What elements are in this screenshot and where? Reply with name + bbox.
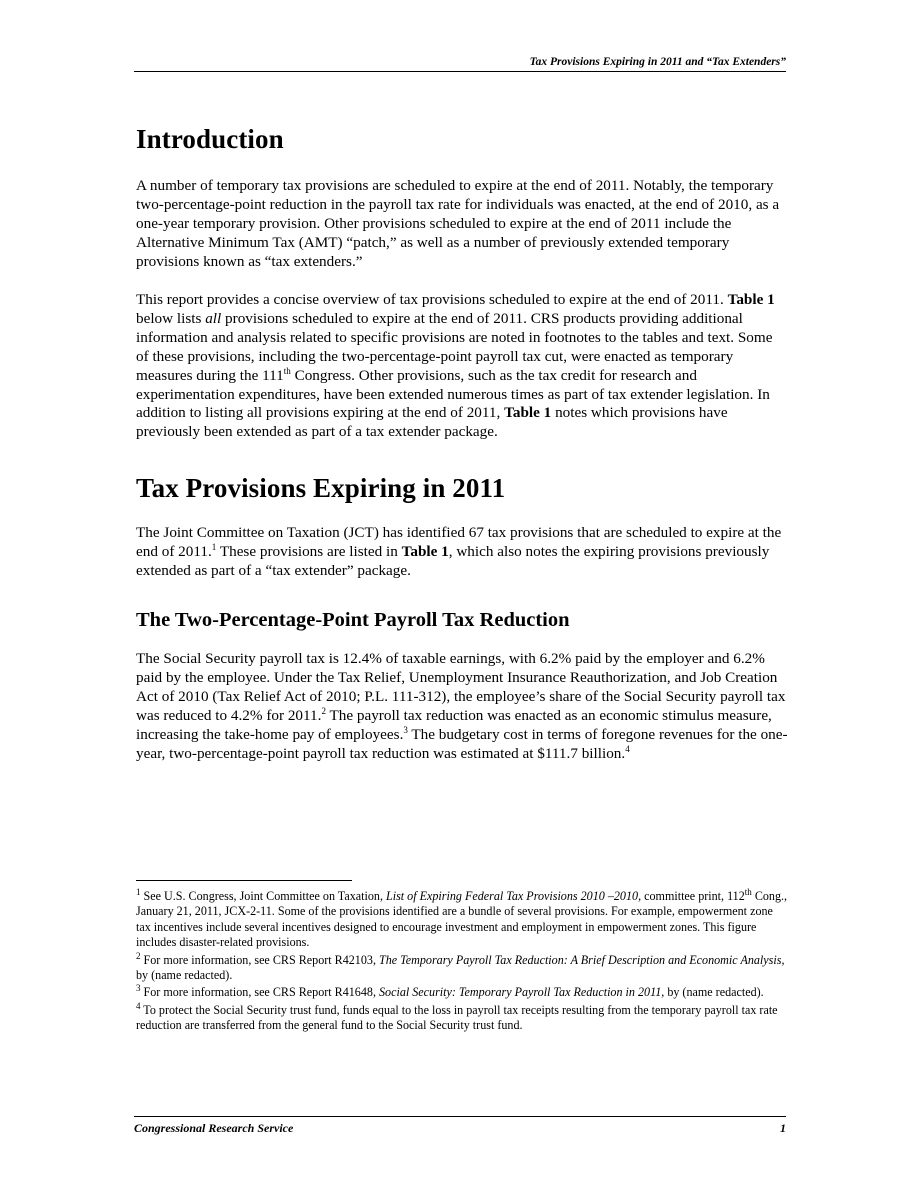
table-1-reference: Table 1 xyxy=(727,291,775,308)
section2-paragraph-1: The Joint Committee on Taxation (JCT) has identified 67 tax provisions that are scheduled to expire at the end of 2011.$^1$ These provisions are listed in Table 1, which also notes the expiring provisions previously extended as part of a “tax extender” package. xyxy=(136,524,782,579)
heading-payroll-tax-reduction: The Two-Percentage-Point Payroll Tax Reduction xyxy=(136,609,570,631)
heading-introduction: Introduction xyxy=(136,124,284,154)
intro-paragraph-2: This report provides a concise overview of tax provisions scheduled to expire at the end of 2011. Table 1 below lists all provisions scheduled to expire at the end of 2011. CRS products providing additional information and analysis related to specific provisions are noted in footnotes to the tables and text. Some of these provisions, including the two-percentage-point payroll tax cut, were enacted as temporary measures during the 111th Congress. Other provisions, such as the tax credit for research and experimentation expenditures, have been extended numerous times as part of tax extender legislation. In addition to listing all provisions expiring at the end of 2011, Table 1 notes which provisions have previously been extended as part of a tax extender package. xyxy=(136,291,775,441)
footnote-divider xyxy=(136,880,352,881)
intro-paragraph-1: A number of temporary tax provisions are scheduled to expire at the end of 2011. Notably, the temporary two-percentage-point reduction in the payroll tax rate for individuals was enacted, at the end of 2010, as a one-year temporary provision. Other provisions scheduled to expire at the end of 2011 include the Alternative Minimum Tax (AMT) “patch,” as well as a number of previously extended temporary provisions known as “tax extenders.” xyxy=(136,177,780,270)
table-1-reference: Table 1 xyxy=(401,542,449,560)
running-header: Tax Provisions Expiring in 2011 and “Tax Extenders” xyxy=(134,56,786,72)
footnotes xyxy=(136,886,788,1036)
running-footer xyxy=(134,1116,786,1136)
page-number: 1 xyxy=(780,1121,786,1135)
footnote-1: $^1$ See U.S. Congress, Joint Committee on Taxation, List of Expiring Federal Tax Provisions 2010 –2010, committee print, 112th Cong., January 21, 2011, JCX-2-11. Some of the provisions identified are a bundle of several provisions. For example, empowerment zone tax incentives include several incentives designed to encourage investment and employment in empowerment zones. This figure includes disaster-related provisions. xyxy=(136,886,788,950)
footnote-ref[interactable]: 3 xyxy=(403,724,408,735)
table-1-reference: Table 1 xyxy=(504,404,552,422)
footnote-4: $^4$ To protect the Social Security trust fund, funds equal to the loss in payroll tax receipts resulting from the temporary payroll tax rate reduction are transferred from the general fund to the Social Security trust fund. xyxy=(136,1000,778,1033)
footnote-2: $^2$ For more information, see CRS Report R42103, The Temporary Payroll Tax Reduction: A Brief Description and Economic Analysis, by (name redacted). xyxy=(136,950,785,983)
payroll-paragraph-1: The Social Security payroll tax is 12.4% of taxable earnings, with 6.2% paid by the employer and 6.2% paid by the employee. Under the Tax Relief, Unemployment Insurance Reauthorization, and Job Creation Act of 2010 (Tax Relief Act of 2010; P.L. 111-312), the employee’s share of the Social Security payroll tax was reduced to 4.2% for 2011.$^2$ The payroll tax reduction was enacted as an economic stimulus measure, increasing the take-home pay of employees.$^3$ The budgetary cost in terms of foregone revenues for the one-year, two-percentage-point payroll tax reduction was estimated at $111.7 billion.$^4$ xyxy=(136,650,788,762)
footnote-ref[interactable]: 1 xyxy=(211,541,217,552)
footnote-ref[interactable]: 2 xyxy=(321,705,326,716)
heading-tax-provisions-expiring: Tax Provisions Expiring in 2011 xyxy=(136,473,506,503)
footer-publisher: Congressional Research Service xyxy=(134,1121,294,1135)
footnote-3: $^3$ For more information, see CRS Report R41648, Social Security: Temporary Payroll Tax Reduction in 2011, by (name redacted). xyxy=(136,983,764,1000)
footnote-ref[interactable]: 4 xyxy=(625,743,630,754)
